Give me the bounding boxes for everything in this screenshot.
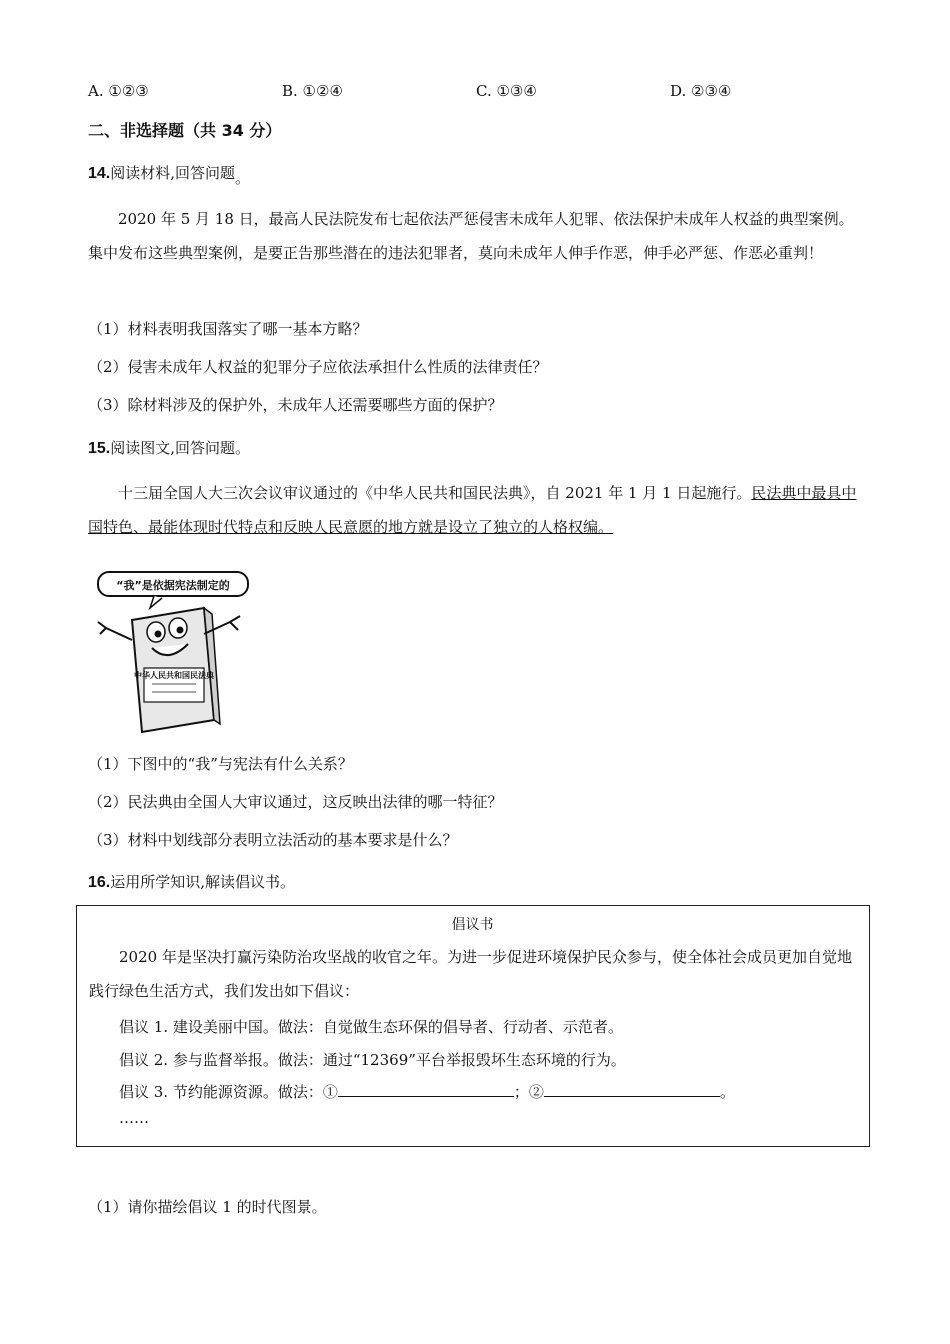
q15-number: 15. <box>88 440 111 457</box>
cartoon-book-title: 中华人民共和国民法典 <box>134 671 214 680</box>
proposal-ellipsis: …… <box>119 1109 149 1127</box>
q15-material-underlined: 民法典中最具中国特色、最能体现时代特点和反映人民意愿的地方就是设立了独立的人格权编。 <box>88 484 857 536</box>
q15-heading <box>88 437 250 458</box>
q16-sub1: （1）请你描绘倡议 1 的时代图景。 <box>88 1198 327 1216</box>
civil-code-book-illustration <box>92 560 256 736</box>
civil-code-cartoon <box>92 560 256 736</box>
option-c: C. ①③④ <box>476 82 537 100</box>
q15-sub2: （2）民法典由全国人大审议通过，这反映出法律的哪一特征？ <box>88 793 503 811</box>
proposal-item-3-mid: ；② <box>513 1083 544 1101</box>
q16-prompt: 运用所学知识,解读倡议书。 <box>110 873 296 891</box>
section-title: 二、非选择题（共 34 分） <box>88 121 282 140</box>
option-a: A. ①②③ <box>88 82 149 100</box>
q14-material: 2020 年 5 月 18 日，最高人民法院发布七起依法严惩侵害未成年人犯罪、依法保护未成年人权益的典型案例。集中发布这些典型案例，是要正告那些潜在的违法犯罪者，莫向未成年人伸手作恶，伸手必严惩、作恶必重判！ <box>88 210 854 262</box>
blank-2 <box>544 1082 720 1097</box>
proposal-box <box>76 905 870 1147</box>
proposal-item-3-end: 。 <box>719 1083 735 1101</box>
q15-sub1: （1）下图中的“我”与宪法有什么关系？ <box>88 755 353 773</box>
q15-sub3: （3）材料中划线部分表明立法活动的基本要求是什么？ <box>88 831 458 849</box>
q14-sub1: （1）材料表明我国落实了哪一基本方略？ <box>88 320 368 338</box>
q14-number: 14. <box>88 165 111 182</box>
proposal-title: 倡议书 <box>451 917 494 933</box>
proposal-item-3-prefix: 倡议 3. 节约能源资源。做法：① <box>119 1083 338 1101</box>
option-d: D. ②③④ <box>670 82 732 100</box>
cartoon-speech-text: “我”是依据宪法制定的 <box>116 579 230 592</box>
q15-material-plain: 十三届全国人大三次会议审议通过的《中华人民共和国民法典》，自 2021 年 1 月 1 日起施行。 <box>118 484 752 502</box>
q16-number: 16. <box>88 874 111 891</box>
q15-material <box>88 476 868 544</box>
proposal-item-3 <box>119 1081 735 1102</box>
proposal-intro: 2020 年是坚决打赢污染防治攻坚战的收官之年。为进一步促进环境保护民众参与，使全体社会成员更加自觉地践行绿色生活方式，我们发出如下倡议： <box>89 948 852 1000</box>
q14-heading <box>88 162 251 187</box>
option-b: B. ①②④ <box>282 82 343 100</box>
q15-prompt: 阅读图文,回答问题。 <box>110 439 251 457</box>
q14-prompt: 阅读材料,回答问题 <box>110 164 236 182</box>
q16-heading <box>88 871 295 892</box>
proposal-item-2: 倡议 2. 参与监督举报。做法：通过“12369”平台举报毁坏生态环境的行为。 <box>119 1051 626 1069</box>
q14-sub3: （3）除材料涉及的保护外，未成年人还需要哪些方面的保护？ <box>88 396 503 414</box>
proposal-item-1: 倡议 1. 建设美丽中国。做法：自觉做生态环保的倡导者、行动者、示范者。 <box>119 1018 623 1036</box>
blank-1 <box>338 1082 514 1097</box>
q14-prompt-tail: 。 <box>235 169 251 187</box>
q14-sub2: （2）侵害未成年人权益的犯罪分子应依法承担什么性质的法律责任？ <box>88 358 548 376</box>
